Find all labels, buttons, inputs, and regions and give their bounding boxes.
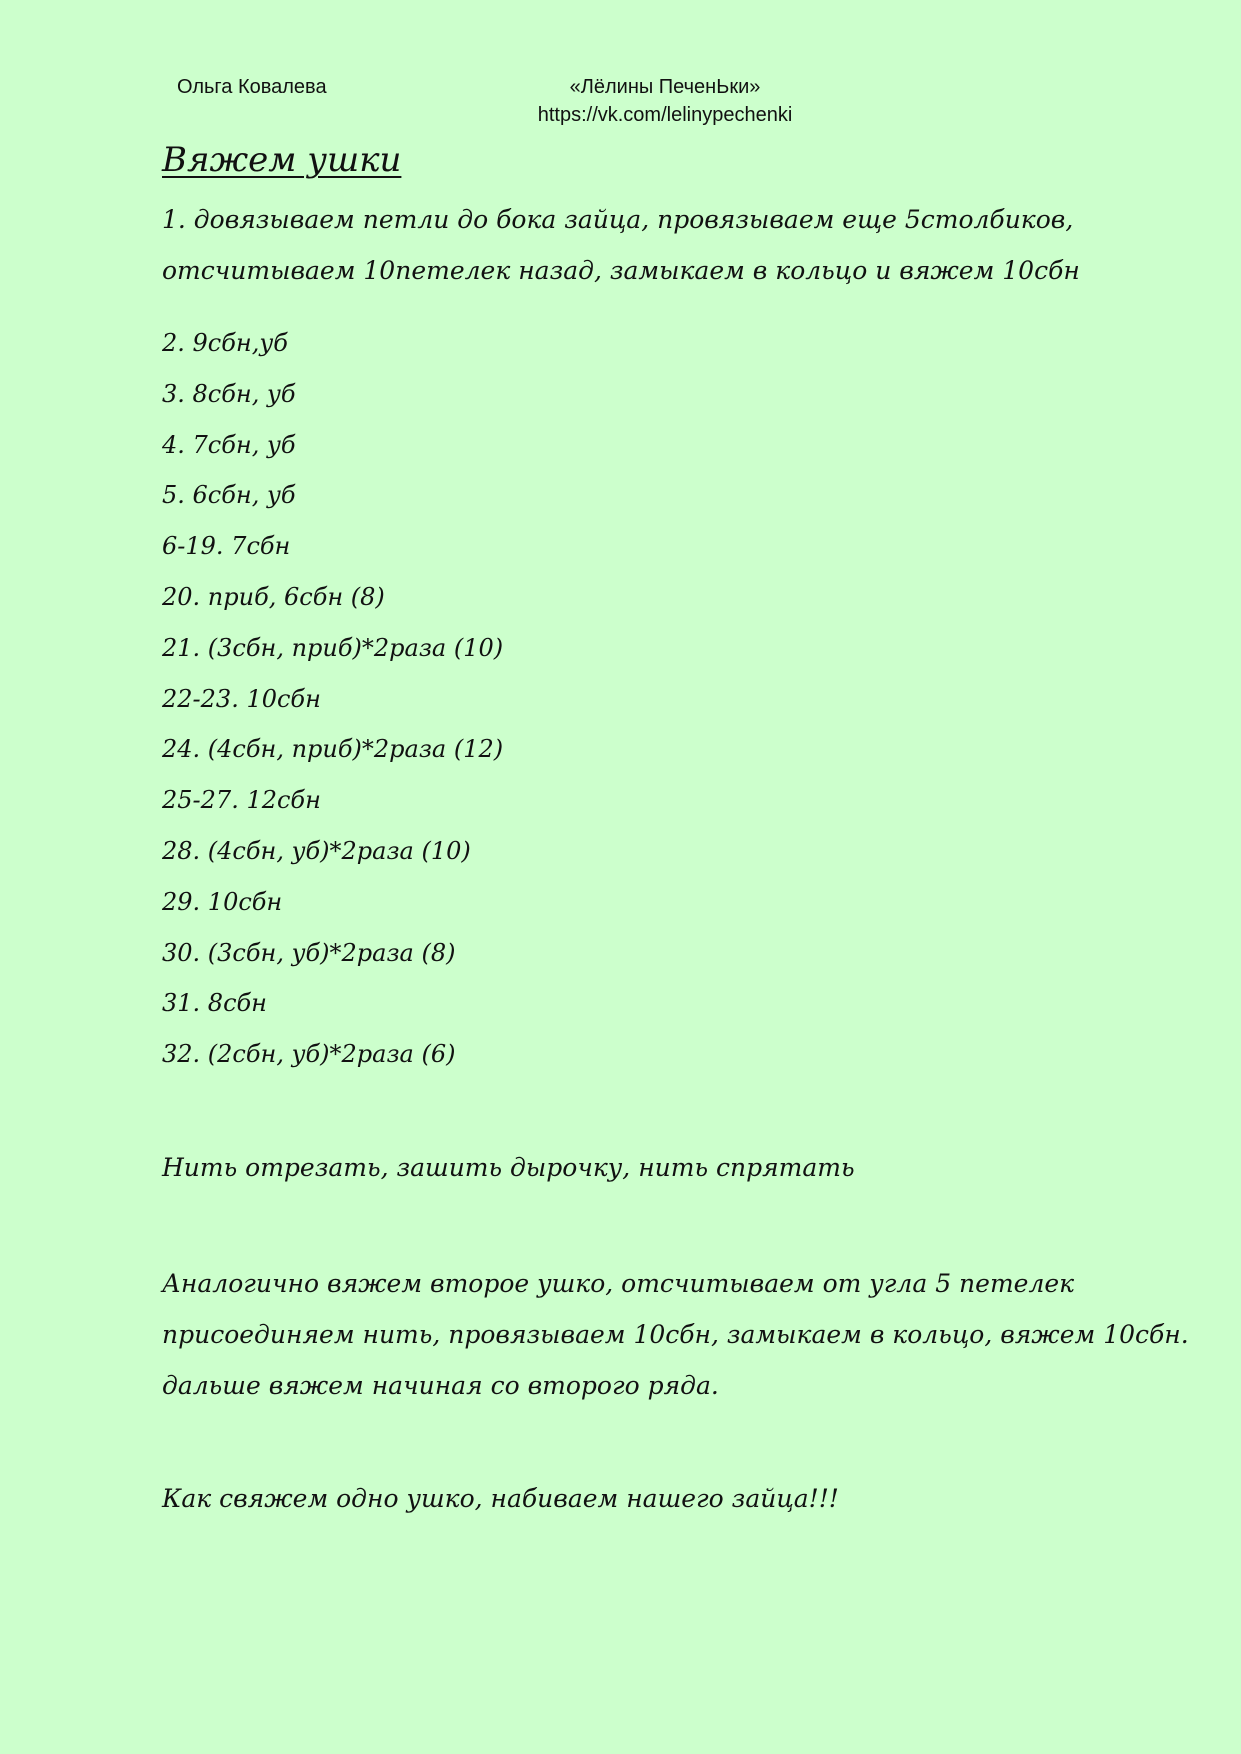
closing-note: Как свяжем одно ушко, набиваем нашего зайца!!!	[162, 1484, 839, 1513]
second-ear-line-2: присоединяем нить, провязываем 10сбн, замыкаем в кольцо, вяжем 10сбн.	[162, 1320, 1189, 1349]
row-instruction: 22-23. 10сбн	[162, 684, 321, 713]
page-title: Вяжем ушки	[162, 140, 402, 180]
row-instruction: 4. 7сбн, уб	[162, 430, 296, 459]
row-instruction: 29. 10сбн	[162, 887, 283, 916]
row-instruction: 32. (2сбн, уб)*2раза (6)	[162, 1040, 456, 1069]
row-instruction: 31. 8сбн	[162, 989, 267, 1018]
row-instruction: 3. 8сбн, уб	[162, 379, 296, 408]
finish-instruction: Нить отрезать, зашить дырочку, нить спрятать	[162, 1153, 855, 1182]
author-name: Ольга Ковалева	[177, 76, 327, 98]
intro-line-1: 1. довязываем петли до бока зайца, провязываем еще 5столбиков,	[162, 205, 1074, 234]
row-instruction: 20. приб, 6сбн (8)	[162, 582, 385, 611]
brand-url: https://vk.com/lelinypechenki	[537, 104, 793, 126]
row-instructions-list	[162, 318, 503, 1080]
row-instruction: 28. (4сбн, уб)*2раза (10)	[162, 836, 471, 865]
second-ear-line-1: Аналогично вяжем второе ушко, отсчитываем от угла 5 петелек	[162, 1269, 1075, 1298]
second-ear-line-3: дальше вяжем начиная со второго ряда.	[162, 1371, 719, 1400]
row-instruction: 21. (3сбн, приб)*2раза (10)	[162, 633, 504, 662]
row-instruction: 24. (4сбн, приб)*2раза (12)	[162, 735, 504, 764]
row-instruction: 25-27. 12сбн	[162, 786, 321, 815]
row-instruction: 30. (3сбн, уб)*2раза (8)	[162, 938, 456, 967]
row-instruction: 5. 6сбн, уб	[162, 481, 296, 510]
intro-paragraph	[162, 194, 1162, 296]
row-instruction: 6-19. 7сбн	[162, 532, 291, 561]
second-ear-paragraph	[162, 1258, 1189, 1411]
intro-line-2: отсчитываем 10петелек назад, замыкаем в кольцо и вяжем 10сбн	[162, 256, 1080, 285]
row-instruction: 2. 9сбн,уб	[162, 329, 288, 357]
brand-name: «Лёлины ПеченЬки»	[569, 76, 761, 98]
